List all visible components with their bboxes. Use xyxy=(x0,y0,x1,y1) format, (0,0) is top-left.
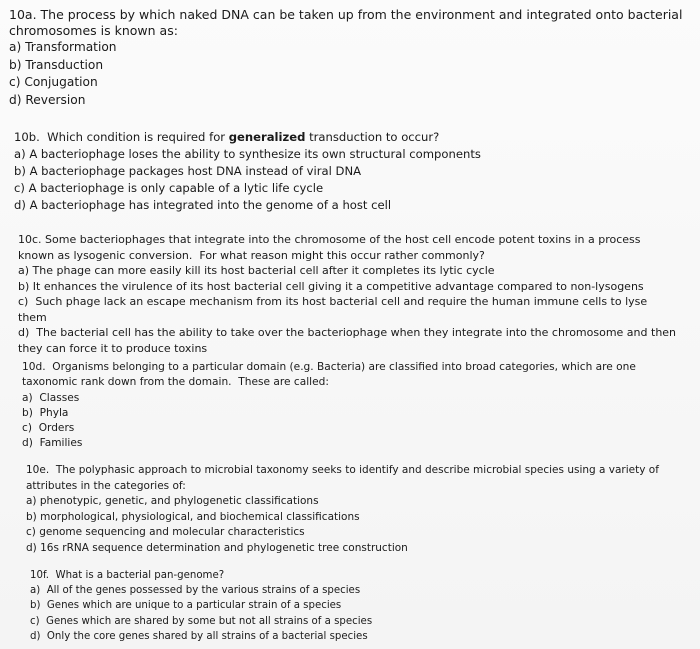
question-10f xyxy=(30,568,650,644)
question-10e-option-d: d) 16s rRNA sequence determination and phylogenetic tree construction xyxy=(26,541,408,554)
question-10b-stem xyxy=(14,129,684,146)
question-10c-option-a: a) The phage can more easily kill its host bacterial cell after it completes its lytic cycle xyxy=(18,264,495,277)
question-10a-option-a: a) Transformation xyxy=(9,40,117,54)
question-10b-option-b: b) A bacteriophage packages host DNA instead of viral DNA xyxy=(14,164,362,178)
question-10b-option-c: c) A bacteriophage is only capable of a lytic life cycle xyxy=(14,181,324,195)
question-10e xyxy=(26,463,666,556)
question-10a-stem: 10a. The process by which naked DNA can be taken up from the environment and integrated onto bacterial chromosomes is known as: xyxy=(9,7,687,38)
question-10f-option-b: b) Genes which are unique to a particular strain of a species xyxy=(30,600,342,612)
question-10d-option-c: c) Orders xyxy=(22,422,75,435)
question-10e-option-b: b) morphological, physiological, and biochemical classifications xyxy=(26,510,360,523)
question-10b-stem-pre: 10b. Which condition is required for xyxy=(14,130,229,144)
question-10b-stem-post: transduction to occur? xyxy=(305,130,440,144)
question-10e-option-c: c) genome sequencing and molecular characteristics xyxy=(26,526,305,538)
question-10b xyxy=(14,129,684,214)
question-10a-option-b: b) Transduction xyxy=(9,57,104,72)
question-10b-option-d: d) A bacteriophage has integrated into the genome of a host cell xyxy=(14,198,392,212)
question-10f-option-a: a) All of the genes possessed by the various strains of a species xyxy=(30,585,361,597)
question-10b-stem-emphasis: generalized xyxy=(228,130,306,144)
question-10c-option-b: b) It enhances the virulence of its host bacterial cell giving it a competitive advantage compared to non-lysogens xyxy=(18,279,644,293)
question-10a xyxy=(9,7,689,109)
question-10f-option-d: d) Only the core genes shared by all strains of a bacterial species xyxy=(30,630,368,642)
question-10a-option-c: c) Conjugation xyxy=(9,75,98,89)
question-10c-option-d: d) The bacterial cell has the ability to take over the bacteriophage when they integrate into the chromosome and then they can force it to produce toxins xyxy=(18,326,680,355)
question-10f-option-c: c) Genes which are shared by some but not all strains of a species xyxy=(30,615,373,627)
question-10d-option-a: a) Classes xyxy=(22,391,80,404)
question-10c xyxy=(18,232,678,356)
question-10e-stem: 10e. The polyphasic approach to microbial taxonomy seeks to identify and describe microbial species using a variety of attributes in the categories of: xyxy=(26,464,663,492)
question-10c-stem: 10c. Some bacteriophages that integrate into the chromosome of the host cell encode potent toxins in a process known as lysogenic conversion. For what reason might this occur rather commonly? xyxy=(18,233,645,262)
question-10a-option-d: d) Reversion xyxy=(9,92,86,107)
question-10f-stem: 10f. What is a bacterial pan-genome? xyxy=(30,570,225,581)
question-10d xyxy=(22,360,672,452)
question-10d-stem: 10d. Organisms belonging to a particular domain (e.g. Bacteria) are classified into broad categories, which are one taxonomic rank down from the domain. These are called: xyxy=(22,361,640,389)
question-10e-option-a: a) phenotypic, genetic, and phylogenetic classifications xyxy=(26,495,319,507)
question-10d-option-d: d) Families xyxy=(22,437,83,450)
question-10b-option-a: a) A bacteriophage loses the ability to synthesize its own structural components xyxy=(14,147,481,161)
question-10c-option-c: c) Such phage lack an escape mechanism from its host bacterial cell and require the human immune cells to lyse them xyxy=(18,295,651,324)
question-10d-option-b: b) Phyla xyxy=(22,406,69,419)
